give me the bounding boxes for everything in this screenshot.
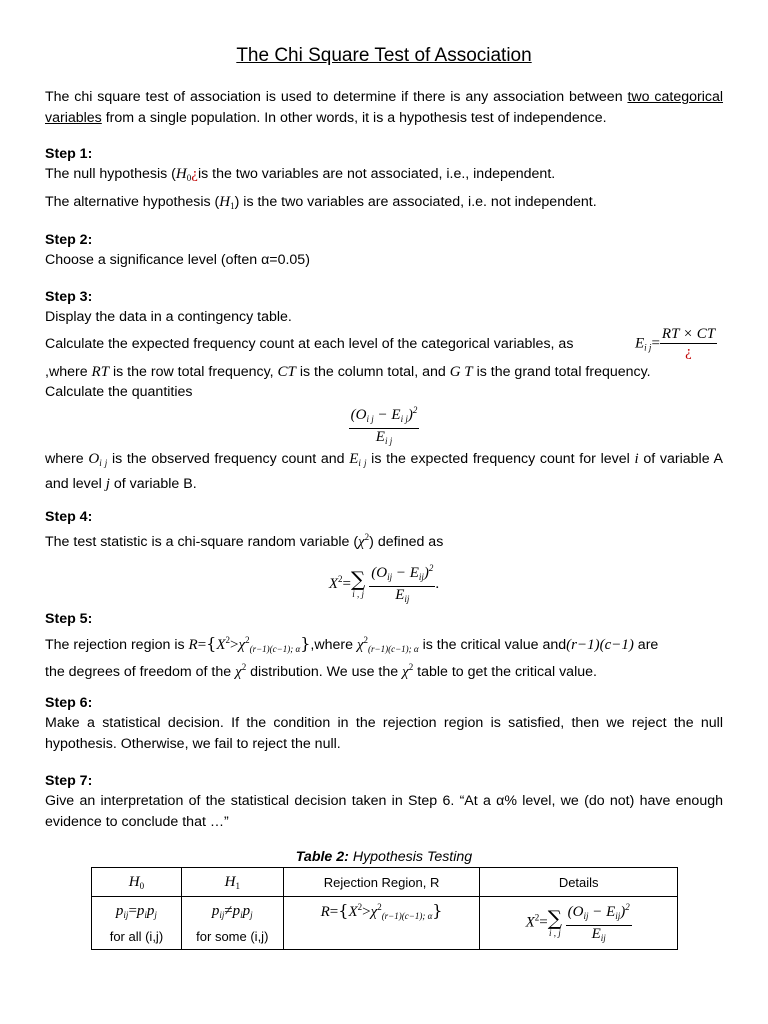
where-a: where	[45, 451, 89, 467]
cell-details	[480, 897, 678, 950]
q-den-sub: i j	[384, 436, 393, 446]
table-row	[92, 897, 678, 950]
o-symbol: O	[88, 451, 100, 467]
header-rejection-region: Rejection Region, R	[283, 868, 480, 897]
f-sub1: ij	[387, 572, 393, 582]
chi-symbol: χ	[358, 534, 365, 550]
step3-line1: Display the data in a contingency table.	[45, 309, 292, 325]
td-den: E	[591, 926, 601, 942]
c-sup: 2	[363, 635, 369, 645]
step7-text: Give an interpretation of the statistical decision taken in Step 6. “At a α% level, we (do not) have enough evidence to conclude that …”	[45, 793, 723, 830]
step6-text: Make a statistical decision. If the condition in the rejection region is satisfied, then we reject the null hypothesis. Otherwise, we fail to reject the null.	[45, 715, 723, 752]
step4-text	[45, 527, 723, 552]
r-x: X	[216, 637, 226, 653]
q-end: )	[407, 407, 413, 423]
h1-symbol: H	[219, 194, 231, 210]
q-den: E	[375, 429, 385, 445]
q-sub2: i j	[400, 414, 408, 424]
q3: p	[242, 903, 251, 919]
step5-b: ,where	[310, 637, 357, 653]
where-b: is the observed frequency count and	[107, 451, 350, 467]
line3-d: is the grand total frequency.	[472, 364, 651, 380]
df-expr: (r−1)(c−1)	[566, 637, 634, 653]
p3-sub: j	[154, 910, 157, 920]
p3: p	[146, 903, 155, 919]
h0-symbol: H	[175, 166, 187, 182]
c-sub: (r−1)(c−1); α	[368, 644, 419, 654]
q1: p	[211, 903, 220, 919]
s5l2-a: the degrees of freedom of the	[45, 664, 236, 680]
eij-sub: i j	[644, 342, 652, 353]
step2-text: Choose a significance level (often α=0.05)	[45, 252, 310, 268]
h1-header-sym: H	[224, 873, 236, 890]
eij-eq: =	[651, 335, 660, 352]
r-chi-sup: 2	[245, 635, 250, 645]
eij-fraction	[660, 326, 717, 361]
intro-paragraph	[45, 87, 723, 129]
q2-sub: i	[240, 910, 243, 920]
r-eq: =	[197, 637, 207, 653]
p1: p	[115, 903, 124, 919]
c-chi: χ	[356, 637, 364, 653]
p1-sub: ij	[123, 910, 129, 920]
step5-line1	[45, 630, 723, 654]
td-sub1: ij	[583, 911, 589, 921]
step3-heading: Step 3:	[45, 289, 93, 305]
where-d: of variable A and level	[45, 451, 723, 492]
h0-equation	[92, 899, 181, 927]
chi-square-formula	[0, 560, 768, 608]
f-sub2: ij	[418, 572, 424, 582]
td-sum-symbol	[548, 908, 562, 938]
td-limits: i , j	[548, 928, 561, 938]
x-sup: 2	[338, 573, 343, 584]
alt-post: ) is the two variables are associated, i.e. not independent.	[234, 194, 597, 210]
line3-b: is the row total frequency,	[109, 364, 278, 380]
e-symbol: E	[349, 451, 359, 467]
step5-a: The rejection region is	[45, 637, 189, 653]
ne: ≠	[224, 903, 233, 919]
step2-heading: Step 2:	[45, 232, 93, 248]
quantity-formula	[0, 402, 768, 450]
f-den: E	[395, 587, 405, 603]
td-fraction	[566, 899, 632, 947]
alt-pre: The alternative hypothesis (	[45, 194, 220, 210]
r-close: }	[300, 634, 311, 653]
x-symbol: X	[328, 575, 339, 592]
line3-c: is the column total, and	[295, 364, 450, 380]
r-gt: >	[230, 637, 239, 653]
j-symbol: j	[105, 476, 110, 492]
td-numerator	[566, 899, 632, 926]
eq: =	[128, 903, 137, 919]
quantity-numerator	[349, 402, 420, 429]
f-end: )	[423, 565, 429, 581]
eij-denominator: ¿	[685, 344, 692, 360]
r-open: {	[206, 634, 217, 653]
r-x-sup: 2	[225, 635, 231, 645]
tr-sub: (r−1)(c−1); α	[381, 911, 433, 921]
step4-heading: Step 4:	[45, 509, 93, 525]
quantity-fraction	[349, 402, 420, 450]
null-pre: The null hypothesis (	[45, 166, 176, 182]
step5-d: are	[633, 637, 659, 653]
td-end: )	[620, 904, 626, 920]
gt-symbol: G T	[449, 364, 473, 380]
tr-x-sup: 2	[357, 902, 363, 912]
tr-open: {	[338, 901, 349, 920]
quantity-denominator	[374, 429, 394, 450]
caption-text: Hypothesis Testing	[348, 849, 473, 865]
step7-heading: Step 7:	[45, 773, 93, 789]
step6-heading: Step 6:	[45, 695, 93, 711]
f-sup: 2	[428, 563, 434, 573]
s5l2-b: distribution. We use the	[246, 664, 403, 680]
render-artifact: ¿	[191, 166, 198, 182]
header-h0	[92, 868, 182, 897]
sigma: ∑	[351, 567, 366, 591]
f-mid: − E	[392, 565, 419, 581]
p2-sub: i	[144, 910, 147, 920]
step3-expected-line	[45, 326, 723, 362]
step4-a: The test statistic is a chi-square random variable (	[45, 534, 359, 550]
h1-note: for some (i,j)	[196, 929, 269, 944]
header-details: Details	[480, 868, 678, 897]
where-paragraph	[45, 449, 723, 495]
chi3-symbol: χ	[402, 664, 409, 680]
step5-line2	[45, 657, 723, 682]
chi-fraction	[369, 560, 435, 608]
intro-text-end: from a single population. In other words, it is a hypothesis test of independence.	[101, 110, 607, 126]
q-num: (O	[350, 407, 367, 423]
f-den-sub: ij	[404, 594, 410, 604]
where-c: is the expected frequency count for level	[366, 451, 635, 467]
h0-sub: 0	[186, 173, 192, 183]
td-denominator	[590, 926, 608, 947]
sigma-limits: i , j	[352, 589, 365, 599]
where-e: of variable B.	[109, 476, 197, 492]
null-hypothesis	[45, 164, 723, 188]
tr-gt: >	[362, 904, 371, 920]
step1-heading: Step 1:	[45, 146, 93, 162]
td-num: (O	[567, 904, 584, 920]
td-den-sub: ij	[600, 933, 606, 943]
null-post: is the two variables are not associated, i.e., independent.	[197, 166, 556, 182]
hypothesis-table	[91, 867, 678, 950]
q-sup: 2	[412, 405, 418, 415]
table-caption	[0, 849, 768, 865]
o-sub: i j	[99, 458, 108, 468]
step3-line3	[45, 362, 723, 382]
header-h1	[181, 868, 283, 897]
i-symbol: i	[634, 451, 639, 467]
step3-line4: Calculate the quantities	[45, 384, 193, 400]
r-chi-sub: (r−1)(c−1); α	[249, 644, 301, 654]
h0-header-sym: H	[128, 873, 140, 890]
s5l2-c: table to get the critical value.	[413, 664, 597, 680]
step5-c: is the critical value and	[418, 637, 567, 653]
step4-b: ) defined as	[369, 534, 444, 550]
eij-numerator: RT × CT	[661, 326, 716, 342]
h0-note: for all (i,j)	[109, 929, 164, 944]
chi-numerator	[369, 560, 435, 587]
cell-h1	[181, 897, 283, 950]
chi3-sup: 2	[408, 662, 414, 672]
expected-text: Calculate the expected frequency count at each level of the categorical variables, as	[45, 336, 574, 352]
step5-heading: Step 5:	[45, 611, 93, 627]
td-num-sup: 2	[625, 902, 630, 912]
formula-period: .	[435, 575, 440, 592]
h1-header-sub: 1	[235, 880, 240, 891]
x-eq: =	[342, 575, 351, 592]
r-symbol: R	[188, 637, 198, 653]
q1-sub: ij	[219, 910, 225, 920]
e-sub: i j	[358, 458, 367, 468]
p2: p	[136, 903, 145, 919]
tr-chi-sup: 2	[377, 902, 382, 912]
intro-text: The chi square test of association is used to determine if there is any association between	[45, 89, 628, 105]
tr-x: X	[348, 904, 358, 920]
td-eq: =	[539, 914, 548, 931]
cell-rejection-region	[283, 897, 480, 950]
tr-close: }	[432, 901, 443, 920]
table-header-row	[92, 868, 678, 897]
rt-symbol: RT	[91, 364, 110, 380]
h1-sub: 1	[230, 201, 235, 211]
td-sigma: ∑	[547, 906, 562, 930]
td-sup: 2	[534, 912, 540, 923]
caption-label: Table 2:	[295, 849, 349, 865]
sum-symbol	[351, 569, 365, 599]
q2: p	[232, 903, 241, 919]
page-title: The Chi Square Test of Association	[236, 45, 532, 66]
ct-symbol: CT	[277, 364, 296, 380]
chi-denominator	[393, 587, 411, 608]
chi2-sup: 2	[241, 662, 247, 672]
h0-header-sub: 0	[139, 880, 145, 891]
q-sub1: i j	[366, 414, 374, 424]
expected-formula	[635, 326, 717, 361]
cell-h0	[92, 897, 182, 950]
chi-sup: 2	[364, 532, 370, 542]
alt-hypothesis	[45, 192, 723, 216]
tr-chi: χ	[370, 904, 378, 920]
line3-a: ,where	[45, 364, 92, 380]
tr-eq: =	[329, 904, 339, 920]
chi2-symbol: χ	[235, 664, 242, 680]
td-sub2: ij	[615, 911, 621, 921]
r-chi: χ	[238, 637, 246, 653]
td-mid: − E	[588, 904, 616, 920]
f-num: (O	[371, 565, 388, 581]
td-x: X	[525, 914, 535, 931]
categorical-variables-link[interactable]: two categorical variables	[45, 89, 723, 126]
eij-symbol: E	[635, 335, 645, 352]
h1-equation	[182, 899, 283, 927]
q-mid: − E	[373, 407, 401, 423]
q3-sub: j	[250, 910, 253, 920]
tr-r: R	[320, 904, 330, 920]
